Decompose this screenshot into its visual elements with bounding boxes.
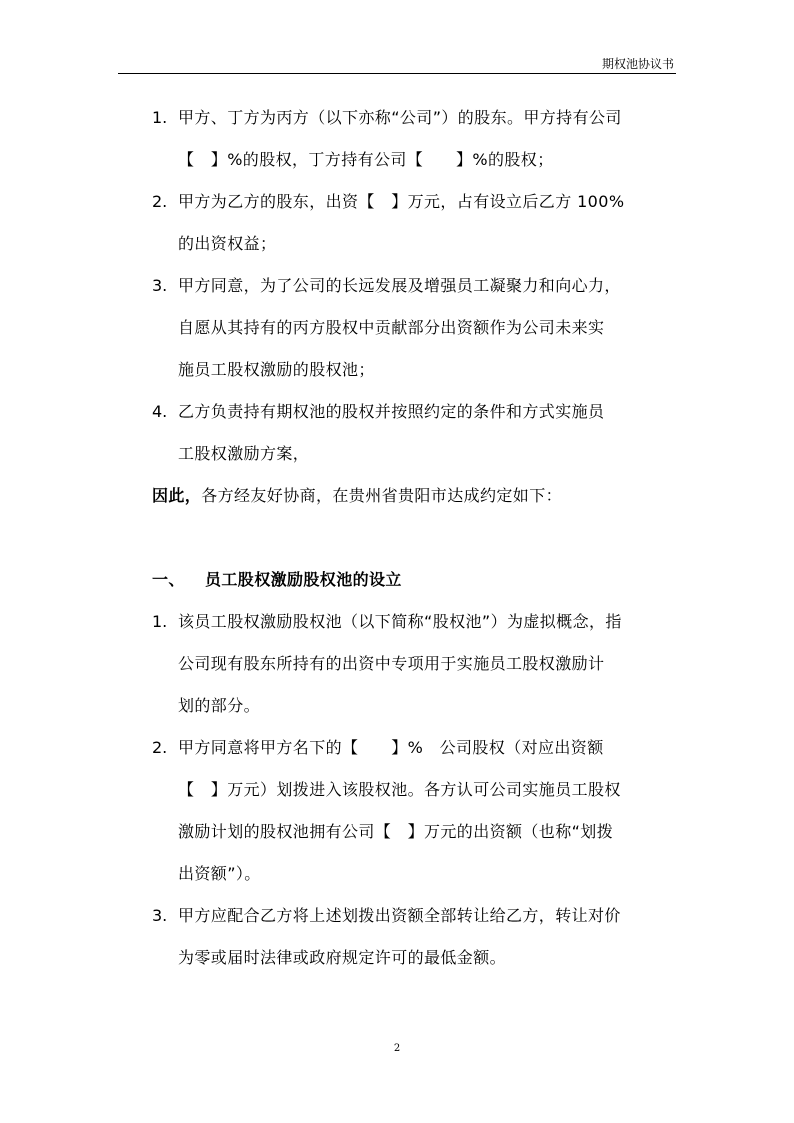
item-line: 甲方同意，为了公司的长远发展及增强员工凝聚力和向心力，: [178, 276, 621, 295]
section-title: 员工股权激励股权池的设立: [205, 570, 402, 589]
header-rule: [118, 73, 676, 74]
item-number: 2.: [152, 192, 168, 211]
item-line: 自愿从其持有的丙方股权中贡献部分出资额作为公司未来实: [178, 318, 605, 337]
item-number: 4.: [152, 402, 168, 421]
item-number: 3.: [152, 276, 168, 295]
item-line: 甲方为乙方的股东，出资【 】万元，占有设立后乙方 100%: [178, 192, 625, 211]
item-line: 施员工股权激励的股权池；: [178, 360, 375, 379]
item-line: 该员工股权激励股权池（以下简称“股权池”）为虚拟概念，指: [178, 612, 622, 631]
conclusion-paragraph: [152, 486, 562, 506]
header-title: 期权池协议书: [601, 57, 674, 71]
conclusion-text: 各方经友好协商，在贵州省贵阳市达成约定如下：: [201, 486, 563, 505]
item-line: 甲方、丁方为丙方（以下亦称“公司”）的股东。甲方持有公司: [178, 108, 622, 127]
item-line: 【 】万元）划拨进入该股权池。各方认可公司实施员工股权: [178, 780, 621, 799]
item-line: 为零或届时法律或政府规定许可的最低金额。: [178, 948, 507, 967]
page-number: 2: [393, 1043, 401, 1054]
item-line: 甲方同意将甲方名下的【 】% 公司股权（对应出资额: [178, 738, 604, 757]
item-line: 乙方负责持有期权池的股权并按照约定的条件和方式实施员: [178, 402, 605, 421]
item-number: 2.: [152, 738, 168, 757]
conclusion-lead: 因此，: [152, 486, 202, 505]
item-line: 公司现有股东所持有的出资中专项用于实施员工股权激励计: [178, 654, 605, 673]
item-number: 1.: [152, 612, 168, 631]
item-line: 【 】%的股权，丁方持有公司【 】%的股权；: [178, 150, 554, 169]
item-number: 3.: [152, 906, 168, 925]
section-number: 一、: [152, 570, 185, 589]
item-line: 划的部分。: [178, 696, 261, 715]
item-line: 出资额”）。: [178, 864, 261, 883]
item-number: 1.: [152, 108, 168, 127]
item-line: 甲方应配合乙方将上述划拨出资额全部转让给乙方，转让对价: [178, 906, 621, 925]
item-line: 工股权激励方案，: [178, 444, 310, 463]
item-line: 激励计划的股权池拥有公司【 】万元的出资额（也称“划拨: [178, 822, 614, 841]
item-line: 的出资权益；: [178, 234, 277, 253]
